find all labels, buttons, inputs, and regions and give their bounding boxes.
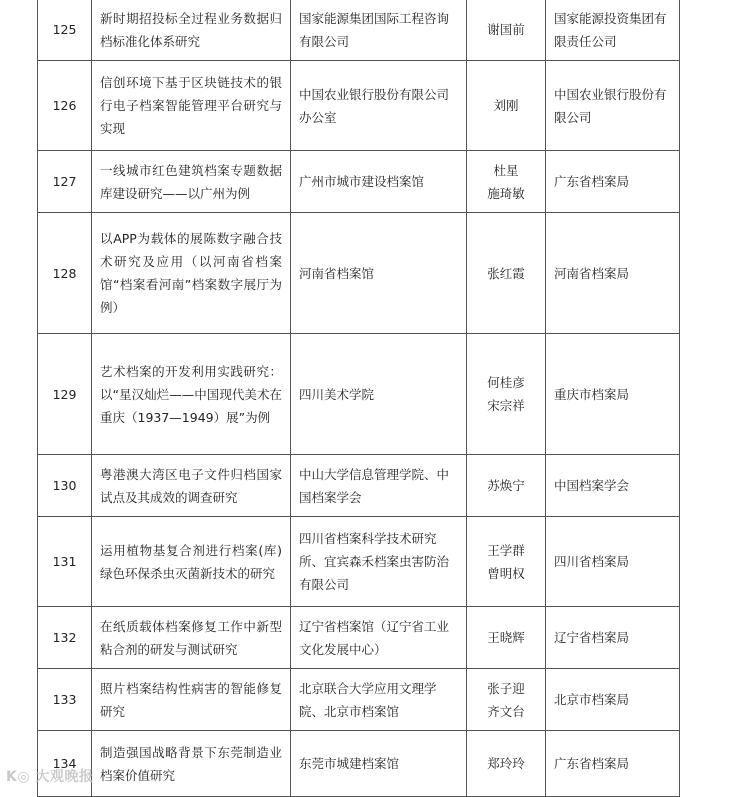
projects-table	[37, 0, 680, 797]
project-leaders	[467, 607, 546, 669]
project-title: 粤港澳大湾区电子文件归档国家试点及其成效的调查研究	[92, 455, 291, 517]
leader-name: 齐文台	[487, 703, 525, 719]
leader-name: 施琦敏	[487, 185, 525, 201]
recommending-unit: 中国档案学会	[546, 455, 680, 517]
recommending-unit: 河南省档案局	[546, 213, 680, 334]
host-organization: 四川美术学院	[291, 334, 467, 455]
table-row	[38, 213, 680, 334]
leader-name: 杜星	[493, 162, 519, 178]
row-number: 129	[38, 334, 92, 455]
project-title: 信创环境下基于区块链技术的银行电子档案智能管理平台研究与实现	[92, 61, 291, 151]
project-leaders	[467, 731, 546, 797]
host-organization: 中山大学信息管理学院、中国档案学会	[291, 455, 467, 517]
table-row	[38, 0, 680, 61]
host-organization: 国家能源集团国际工程咨询有限公司	[291, 0, 467, 61]
host-organization: 东莞市城建档案馆	[291, 731, 467, 797]
host-organization: 中国农业银行股份有限公司办公室	[291, 61, 467, 151]
project-title: 照片档案结构性病害的智能修复研究	[92, 669, 291, 731]
project-leaders	[467, 0, 546, 61]
project-leaders	[467, 151, 546, 213]
project-title: 新时期招投标全过程业务数据归档标准化体系研究	[92, 0, 291, 61]
recommending-unit: 广东省档案局	[546, 151, 680, 213]
leader-name: 张子迎	[487, 680, 525, 696]
leader-name: 王学群	[487, 542, 525, 558]
table-row	[38, 731, 680, 797]
leader-name: 宋宗祥	[487, 398, 525, 413]
recommending-unit: 北京市档案局	[546, 669, 680, 731]
recommending-unit: 重庆市档案局	[546, 334, 680, 455]
table-row	[38, 669, 680, 731]
row-number: 132	[38, 607, 92, 669]
table-row	[38, 61, 680, 151]
project-title: 以APP为载体的展陈数字融合技术研究及应用（以河南省档案馆“档案看河南”档案数字展厅为例）	[92, 213, 291, 334]
leader-name: 苏焕宁	[487, 478, 525, 493]
row-number: 133	[38, 669, 92, 731]
leader-name: 谢国前	[487, 22, 525, 37]
recommending-unit: 国家能源投资集团有限责任公司	[546, 0, 680, 61]
leader-name: 郑玲玲	[487, 756, 525, 771]
recommending-unit: 四川省档案局	[546, 517, 680, 607]
project-leaders	[467, 517, 546, 607]
row-number: 125	[38, 0, 92, 61]
table-row	[38, 151, 680, 213]
row-number: 130	[38, 455, 92, 517]
table-row	[38, 607, 680, 669]
leader-name: 刘刚	[493, 98, 519, 113]
host-organization: 四川省档案科学技术研究所、宜宾森禾档案虫害防治有限公司	[291, 517, 467, 607]
host-organization: 辽宁省档案馆（辽宁省工业文化发展中心）	[291, 607, 467, 669]
leader-name: 王晓辉	[487, 630, 525, 645]
row-number: 127	[38, 151, 92, 213]
leader-name: 何桂彦	[487, 375, 525, 390]
project-title: 在纸质载体档案修复工作中新型粘合剂的研发与测试研究	[92, 607, 291, 669]
project-leaders	[467, 334, 546, 455]
project-leaders	[467, 213, 546, 334]
host-organization: 广州市城市建设档案馆	[291, 151, 467, 213]
row-number: 131	[38, 517, 92, 607]
project-leaders	[467, 669, 546, 731]
row-number: 128	[38, 213, 92, 334]
recommending-unit: 辽宁省档案局	[546, 607, 680, 669]
project-leaders	[467, 455, 546, 517]
table-row	[38, 517, 680, 607]
projects-table-body	[38, 0, 680, 797]
table-row	[38, 455, 680, 517]
row-number: 126	[38, 61, 92, 151]
project-title: 艺术档案的开发利用实践研究：以“星汉灿烂——中国现代美术在重庆（1937—1949）展”为例	[92, 334, 291, 455]
project-title: 运用植物基复合剂进行档案(库)绿色环保杀虫灭菌新技术的研究	[92, 517, 291, 607]
table-row	[38, 334, 680, 455]
project-title: 一线城市红色建筑档案专题数据库建设研究——以广州为例	[92, 151, 291, 213]
row-number: 134	[38, 731, 92, 797]
leader-name: 张红霞	[487, 265, 525, 281]
host-organization: 河南省档案馆	[291, 213, 467, 334]
project-title: 制造强国战略背景下东莞制造业档案价值研究	[92, 731, 291, 797]
project-leaders	[467, 61, 546, 151]
host-organization: 北京联合大学应用文理学院、北京市档案馆	[291, 669, 467, 731]
recommending-unit: 中国农业银行股份有限公司	[546, 61, 680, 151]
watermark-logo: K◎ 大观晚报	[6, 769, 94, 785]
leader-name: 曾明权	[487, 565, 525, 581]
recommending-unit: 广东省档案局	[546, 731, 680, 797]
